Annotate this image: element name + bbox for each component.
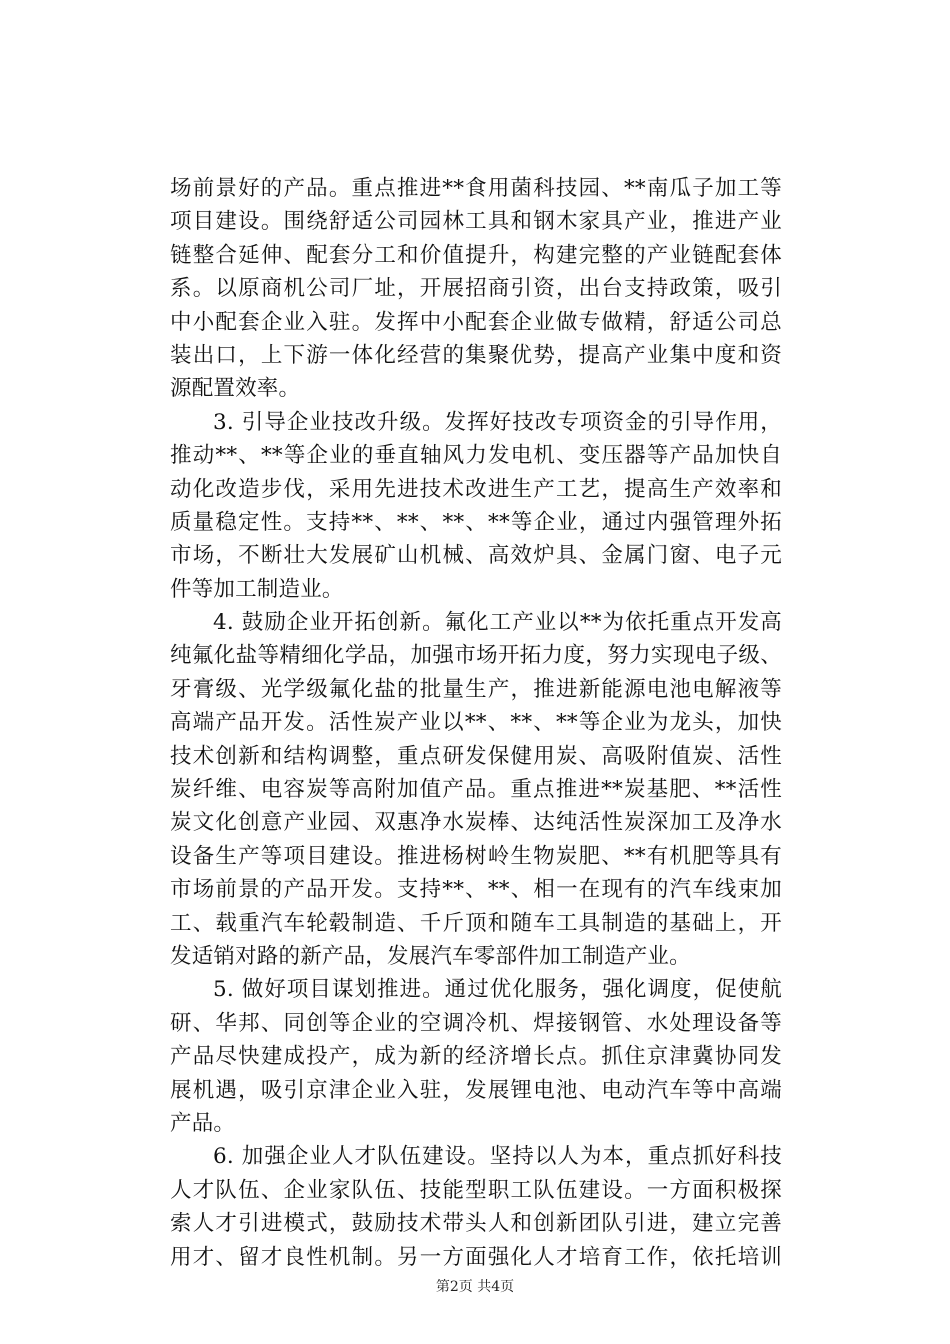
text-line: 炭文化创意产业园、双惠净水炭棒、达纯活性炭深加工及净水 — [170, 810, 782, 836]
text-line: 设备生产等项目建设。推进杨树岭生物炭肥、**有机肥等具有 — [170, 843, 782, 869]
text-line: 炭纤维、电容炭等高附加值产品。重点推进**炭基肥、**活性 — [170, 777, 782, 803]
text-line: 质量稳定性。支持**、**、**、**等企业，通过内强管理外拓 — [170, 509, 782, 535]
text-line: 系。以原商机公司厂址，开展招商引资，出台支持政策，吸引 — [170, 276, 782, 302]
text-line: 场前景好的产品。重点推进**食用菌科技园、**南瓜子加工等 — [170, 176, 782, 201]
text-line: 链整合延伸、配套分工和价值提升，构建完整的产业链配套体 — [170, 242, 782, 268]
text-line: 源配置效率。 — [170, 376, 301, 402]
text-line: 5. 做好项目谋划推进。通过优化服务，强化调度，促使航 — [213, 977, 782, 1003]
text-line: 工、载重汽车轮毂制造、千斤顶和随车工具制造的基础上，开 — [170, 910, 782, 936]
text-line: 发适销对路的新产品，发展汽车零部件加工制造产业。 — [170, 943, 691, 969]
text-line: 装出口，上下游一体化经营的集聚优势，提高产业集中度和资 — [170, 342, 782, 368]
text-line: 用才、留才良性机制。另一方面强化人才培育工作，依托培训 — [170, 1244, 782, 1270]
text-line: 索人才引进模式，鼓励技术带头人和创新团队引进，建立完善 — [170, 1211, 782, 1237]
text-line: 纯氟化盐等精细化学品，加强市场开拓力度，努力实现电子级、 — [170, 643, 782, 669]
text-line: 项目建设。围绕舒适公司园林工具和钢木家具产业，推进产业 — [170, 209, 782, 235]
body-text — [170, 172, 782, 1274]
text-line: 展机遇，吸引京津企业入驻，发展锂电池、电动汽车等中高端 — [170, 1077, 782, 1103]
text-line: 市场，不断壮大发展矿山机械、高效炉具、金属门窗、电子元 — [170, 543, 782, 569]
text-line: 中小配套企业入驻。发挥中小配套企业做专做精，舒适公司总 — [170, 309, 782, 335]
text-line: 件等加工制造业。 — [170, 576, 344, 602]
text-line: 产品尽快建成投产，成为新的经济增长点。抓住京津冀协同发 — [170, 1044, 782, 1070]
text-line: 4. 鼓励企业开拓创新。氟化工产业以**为依托重点开发高 — [213, 610, 782, 636]
text-line: 高端产品开发。活性炭产业以**、**、**等企业为龙头，加快 — [170, 710, 782, 736]
text-line: 推动**、**等企业的垂直轴风力发电机、变压器等产品加快自 — [170, 443, 782, 469]
text-line: 技术创新和结构调整，重点研发保健用炭、高吸附值炭、活性 — [170, 743, 782, 769]
text-line: 动化改造步伐，采用先进技术改进生产工艺，提高生产效率和 — [170, 476, 782, 502]
text-line: 产品。 — [170, 1110, 236, 1136]
text-line: 市场前景的产品开发。支持**、**、相一在现有的汽车线束加 — [170, 877, 782, 903]
text-line: 牙膏级、光学级氟化盐的批量生产，推进新能源电池电解液等 — [170, 676, 782, 702]
text-line: 研、华邦、同创等企业的空调冷机、焊接钢管、水处理设备等 — [170, 1010, 782, 1036]
text-line: 3. 引导企业技改升级。发挥好技改专项资金的引导作用， — [213, 409, 782, 435]
text-line: 人才队伍、企业家队伍、技能型职工队伍建设。一方面积极探 — [170, 1177, 782, 1203]
text-line: 6. 加强企业人才队伍建设。坚持以人为本，重点抓好科技 — [213, 1144, 782, 1170]
page-footer: 第2页 共4页 — [435, 1279, 515, 1295]
